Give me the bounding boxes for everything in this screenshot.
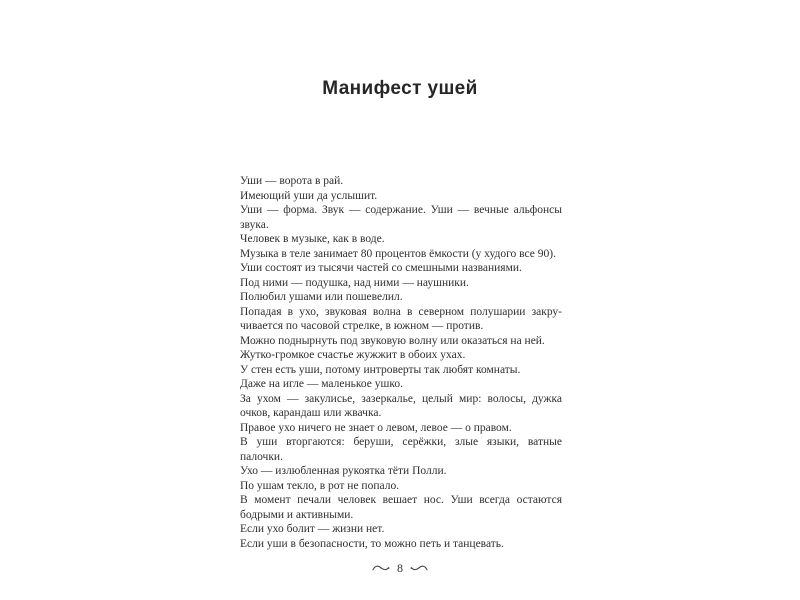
text-line: звука. xyxy=(240,218,269,231)
text-line: У стен есть уши, потому интроверты так любят комнаты. xyxy=(240,363,521,376)
text-line: Уши — ворота в рай. xyxy=(240,175,344,187)
body-text xyxy=(240,174,562,551)
text-line: Можно поднырнуть под звуковую волну или оказаться на ней. xyxy=(240,334,545,347)
text-line: Под ними — подушка, над ними — наушники. xyxy=(240,276,469,289)
text-line: бодрыми и активными. xyxy=(240,508,354,521)
text-line: чивается по часовой стрелке, в южном — против. xyxy=(240,320,484,332)
text-line: очков, карандаш или жвачка. xyxy=(240,407,382,419)
page-number: 8 xyxy=(397,561,403,575)
text-line: Даже на игле — маленькое ушко. xyxy=(240,378,403,390)
text-line: Если ухо болит — жизни нет. xyxy=(240,523,385,535)
page-footer xyxy=(0,560,800,576)
tilde-flourish-right-icon xyxy=(410,563,428,573)
text-line: Попадая в ухо, звуковая волна в северном полушарии закру- xyxy=(240,305,562,318)
text-line: В уши вторгаются: беруши, серёжки, злые языки, ватные xyxy=(240,436,562,448)
text-line: Правое ухо ничего не знает о левом, левое — о правом. xyxy=(240,421,512,434)
text-line: Жутко-громкое счастье жужжит в обоих ухах. xyxy=(240,349,466,361)
text-line: Уши — форма. Звук — содержание. Уши — вечные альфонсы xyxy=(240,204,562,216)
chapter-title: Манифест ушей xyxy=(322,78,478,99)
text-line: Ухо — излюбленная рукоятка тёти Полли. xyxy=(240,465,447,477)
text-line: По ушам текло, в рот не попало. xyxy=(240,479,400,492)
tilde-flourish-left-icon xyxy=(372,563,390,573)
text-line: Человек в музыке, как в воде. xyxy=(240,233,385,245)
text-line: Музыка в теле занимает 80 процентов ёмкости (у худого все 90). xyxy=(240,247,556,260)
text-line: палочки. xyxy=(240,450,283,463)
text-line: Имеющий уши да услышит. xyxy=(240,189,378,202)
text-line: Уши состоят из тысячи частей со смешными названиями. xyxy=(240,262,522,274)
text-line: Если уши в безопасности, то можно петь и танцевать. xyxy=(240,537,504,550)
text-line: В момент печали человек вешает нос. Уши всегда остаются xyxy=(240,494,562,506)
text-line: За ухом — закулисье, зазеркалье, целый мир: волосы, дужка xyxy=(240,392,562,405)
text-line: Полюбил ушами или пошевелил. xyxy=(240,291,403,303)
